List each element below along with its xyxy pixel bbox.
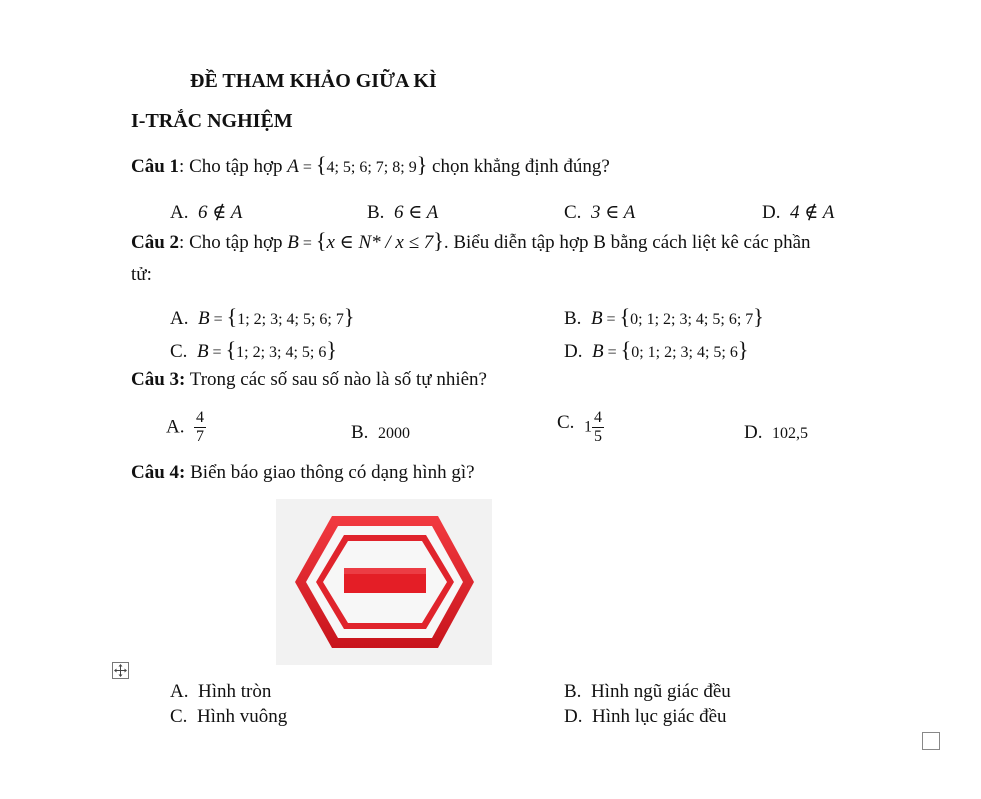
q2-option-d: D. B = {0; 1; 2; 3; 4; 5; 6} <box>564 337 749 362</box>
question-2-label: Câu 2 <box>131 232 180 253</box>
traffic-sign-image[interactable] <box>276 499 492 665</box>
q2-option-b: B. B = {0; 1; 2; 3; 4; 5; 6; 7} <box>564 304 764 329</box>
q3-option-d: D. 102,5 <box>744 422 808 443</box>
section-heading: I-TRẮC NGHIỆM <box>131 110 293 132</box>
q4-option-a: A. Hình tròn <box>170 681 272 702</box>
move-arrows-icon <box>113 663 128 678</box>
q4-option-b: B. Hình ngũ giác đều <box>564 681 731 702</box>
q3-option-b: B. 2000 <box>351 422 410 443</box>
question-2-text-before: : Cho tập hợp <box>179 232 288 253</box>
question-1-text-after: chọn khẳng định đúng? <box>427 156 610 177</box>
q1-option-b: B. 6 ∈ A <box>367 202 439 223</box>
question-1-text-before: : Cho tập hợp <box>179 156 288 177</box>
fraction: $\frac{4}{7}$ <box>195 409 204 445</box>
q3-option-a: A. $\frac{4}{7}$ <box>166 409 204 445</box>
q4-option-c: C. Hình vuông <box>170 706 288 727</box>
q1-option-d: D. 4 ∉ A <box>762 202 835 223</box>
question-2-text-after: . Biểu diễn tập hợp B bằng cách liệt kê các phần <box>443 232 811 253</box>
fraction: $\frac{4}{5}$ <box>593 409 602 445</box>
document-title: ĐỀ THAM KHẢO GIỮA KÌ <box>190 70 437 92</box>
question-2: Câu 2: Cho tập hợp B = {x ∈ N* / x ≤ 7}. Biểu diễn tập hợp B bằng cách liệt kê các phần <box>131 228 811 253</box>
table-move-handle[interactable] <box>112 662 129 679</box>
question-3-label: Câu 3: <box>131 369 186 390</box>
question-1-set-name: A <box>287 156 299 177</box>
q4-option-d: D. Hình lục giác đều <box>564 706 727 727</box>
q1-option-c: C. 3 ∈ A <box>564 202 636 223</box>
question-2-line2: tử: <box>131 264 152 285</box>
question-1-label: Câu 1 <box>131 156 180 177</box>
question-3 <box>131 369 487 391</box>
question-4-label: Câu 4: <box>131 462 186 483</box>
question-4-text: Biển báo giao thông có dạng hình gì? <box>185 462 475 483</box>
q2-option-c: C. B = {1; 2; 3; 4; 5; 6} <box>170 337 337 362</box>
table-resize-handle[interactable] <box>922 732 940 750</box>
question-2-set-def: x ∈ N* / x ≤ 7 <box>326 232 434 253</box>
q1-option-a: A. 6 ∉ A <box>170 202 243 223</box>
q3-option-c: C. 1 $\frac{4}{5}$ <box>557 409 602 445</box>
question-4 <box>131 462 475 484</box>
question-3-text: Trong các số sau số nào là số tự nhiên? <box>185 369 487 390</box>
question-1: Câu 1: Cho tập hợp A = {4; 5; 6; 7; 8; 9} chọn khẳng định đúng? <box>131 152 610 177</box>
q2-option-a: A. B = {1; 2; 3; 4; 5; 6; 7} <box>170 304 355 329</box>
question-1-set-elements: 4; 5; 6; 7; 8; 9 <box>326 159 417 176</box>
hexagon-sign-icon <box>276 499 492 665</box>
